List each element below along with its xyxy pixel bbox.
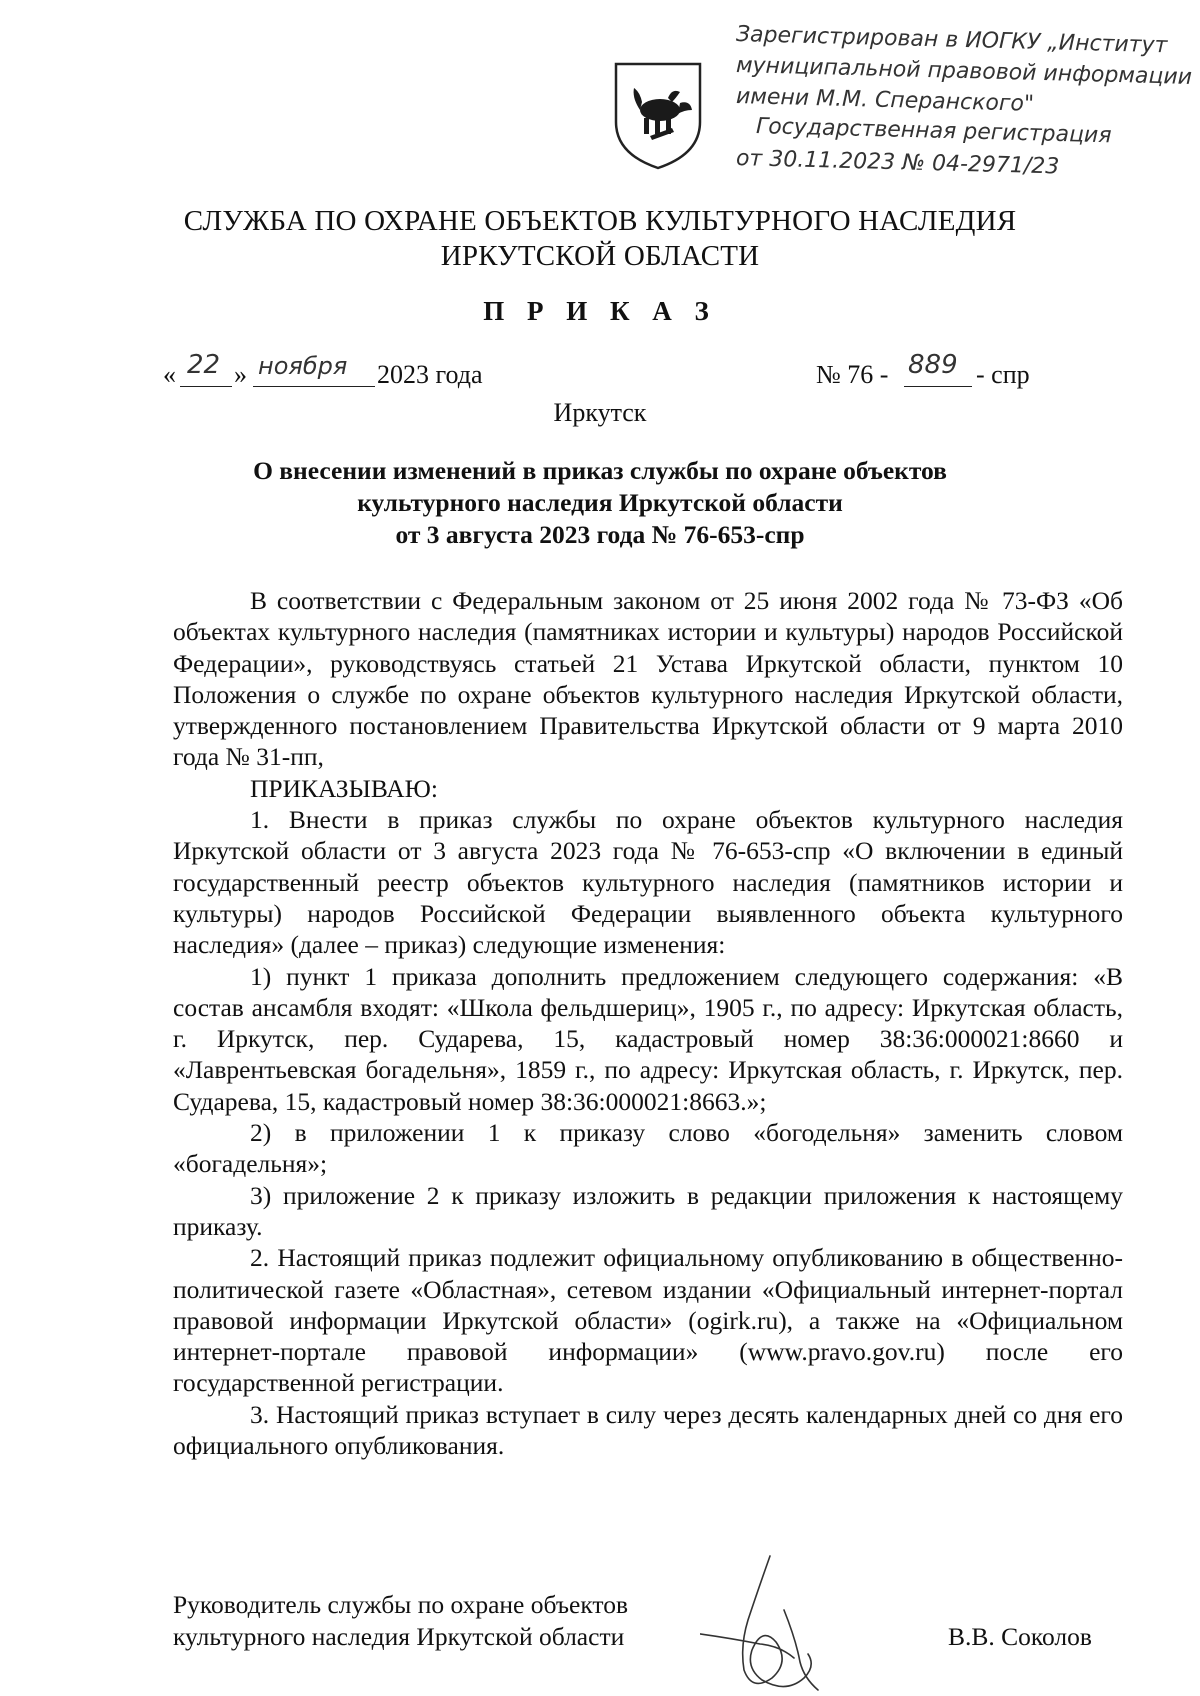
date-year: 2023 года: [377, 360, 483, 389]
document-body: [173, 585, 1123, 1461]
date-day: 22: [187, 350, 221, 380]
date-month: ноября: [258, 352, 348, 380]
date-close-quote: »: [234, 360, 247, 389]
agency-name-line: СЛУЖБА ПО ОХРАНЕ ОБЪЕКТОВ КУЛЬТУРНОГО НАСЛЕДИЯ: [183, 205, 1017, 237]
document-type: П Р И К А З: [483, 296, 717, 326]
handwritten-signature-icon: [700, 1550, 850, 1696]
date-day-underline: [180, 386, 232, 387]
city: Иркутск: [553, 398, 647, 427]
date-month-underline: [253, 386, 375, 387]
signatory-position-line: культурного наследия Иркутской области: [173, 1622, 625, 1651]
subject-line: О внесении изменений в приказ службы по охране объектов: [253, 456, 947, 485]
signatory-position: [173, 1589, 628, 1653]
order-number: 889: [908, 350, 958, 380]
registration-note-line: Зарегистрирован в ИОГКУ „Институт: [735, 22, 1168, 59]
order-word: ПРИКАЗЫВАЮ:: [250, 773, 438, 803]
agency-name: [0, 204, 1200, 274]
subject-line: от 3 августа 2023 года № 76-653-спр: [395, 520, 805, 549]
signatory-position-line: Руководитель службы по охране объектов: [173, 1590, 628, 1619]
document-subject: [160, 455, 1040, 551]
item-3: 3. Настоящий приказ вступает в силу через десять календарных дней со дня его официального опубликования.: [173, 1399, 1123, 1461]
item-1-subitem-1: 1) пункт 1 приказа дополнить предложением следующего содержания: «В состав ансамбля входят: «Школа фельдшериц», 1905 г., по адресу: Иркутская область, г. Иркутск, пер. Сударева, 15, кадастровый номер 38:36:000021:8660 и «Лаврентьевская богадельня», 1859 г., по адресу: Иркутская область, г. Иркутск, пер. Сударева, 15, кадастровый номер 38:36:000021:8663.»;: [173, 961, 1123, 1116]
subject-line: культурного наследия Иркутской области: [357, 488, 843, 517]
item-1-subitem-3: 3) приложение 2 к приказу изложить в редакции приложения к настоящему приказу.: [173, 1180, 1123, 1241]
order-number-suffix: - спр: [976, 360, 1030, 389]
registration-note-line: Государственная регистрация: [755, 114, 1112, 149]
preamble-paragraph: В соответствии с Федеральным законом от 25 июня 2002 года № 73-ФЗ «Об объектах культурного наследия (памятниках истории и культуры) народов Российской Федерации», руководствуясь статьей 21 Устава Иркутской области, пунктом 10 Положения о службе по охране объектов культурного наследия Иркутской области, утвержденного постановлением Правительства Иркутской области от 9 марта 2010 года № 31-пп,: [173, 586, 1123, 772]
irkutsk-coat-of-arms-icon: [610, 58, 706, 173]
item-2: 2. Настоящий приказ подлежит официальному опубликованию в общественно-политической газете «Областная», сетевом издании «Официальный интернет-портал правовой информации Иркутской области» (ogirk.ru), а также на «Официальном интернет-портале правовой информации» (www.pravo.gov.ru) после его государственной регистрации.: [173, 1243, 1123, 1398]
date-open-quote: «: [163, 360, 176, 389]
signatory-name: В.В. Соколов: [948, 1622, 1092, 1651]
item-1: 1. Внести в приказ службы по охране объектов культурного наследия Иркутской области от 3 августа 2023 года № 76-653-спр «О включении в единый государственный реестр объектов культурного наследия (памятников истории и культуры) народов Российской Федерации выявленного объекта культурного наследия» (далее – приказ) следующие изменения:: [173, 805, 1123, 960]
order-number-prefix: № 76 -: [816, 360, 889, 389]
registration-note-line: от 30.11.2023 № 04-2971/23: [735, 146, 1060, 180]
registration-note-line: имени М.М. Сперанского": [735, 84, 1035, 117]
order-number-underline: [904, 386, 972, 387]
registration-note-line: муниципальной правовой информации: [735, 53, 1193, 90]
item-1-subitem-2: 2) в приложении 1 к приказу слово «богодельня» заменить словом «богадельня»;: [173, 1118, 1123, 1179]
agency-name-line: ИРКУТСКОЙ ОБЛАСТИ: [440, 240, 760, 272]
